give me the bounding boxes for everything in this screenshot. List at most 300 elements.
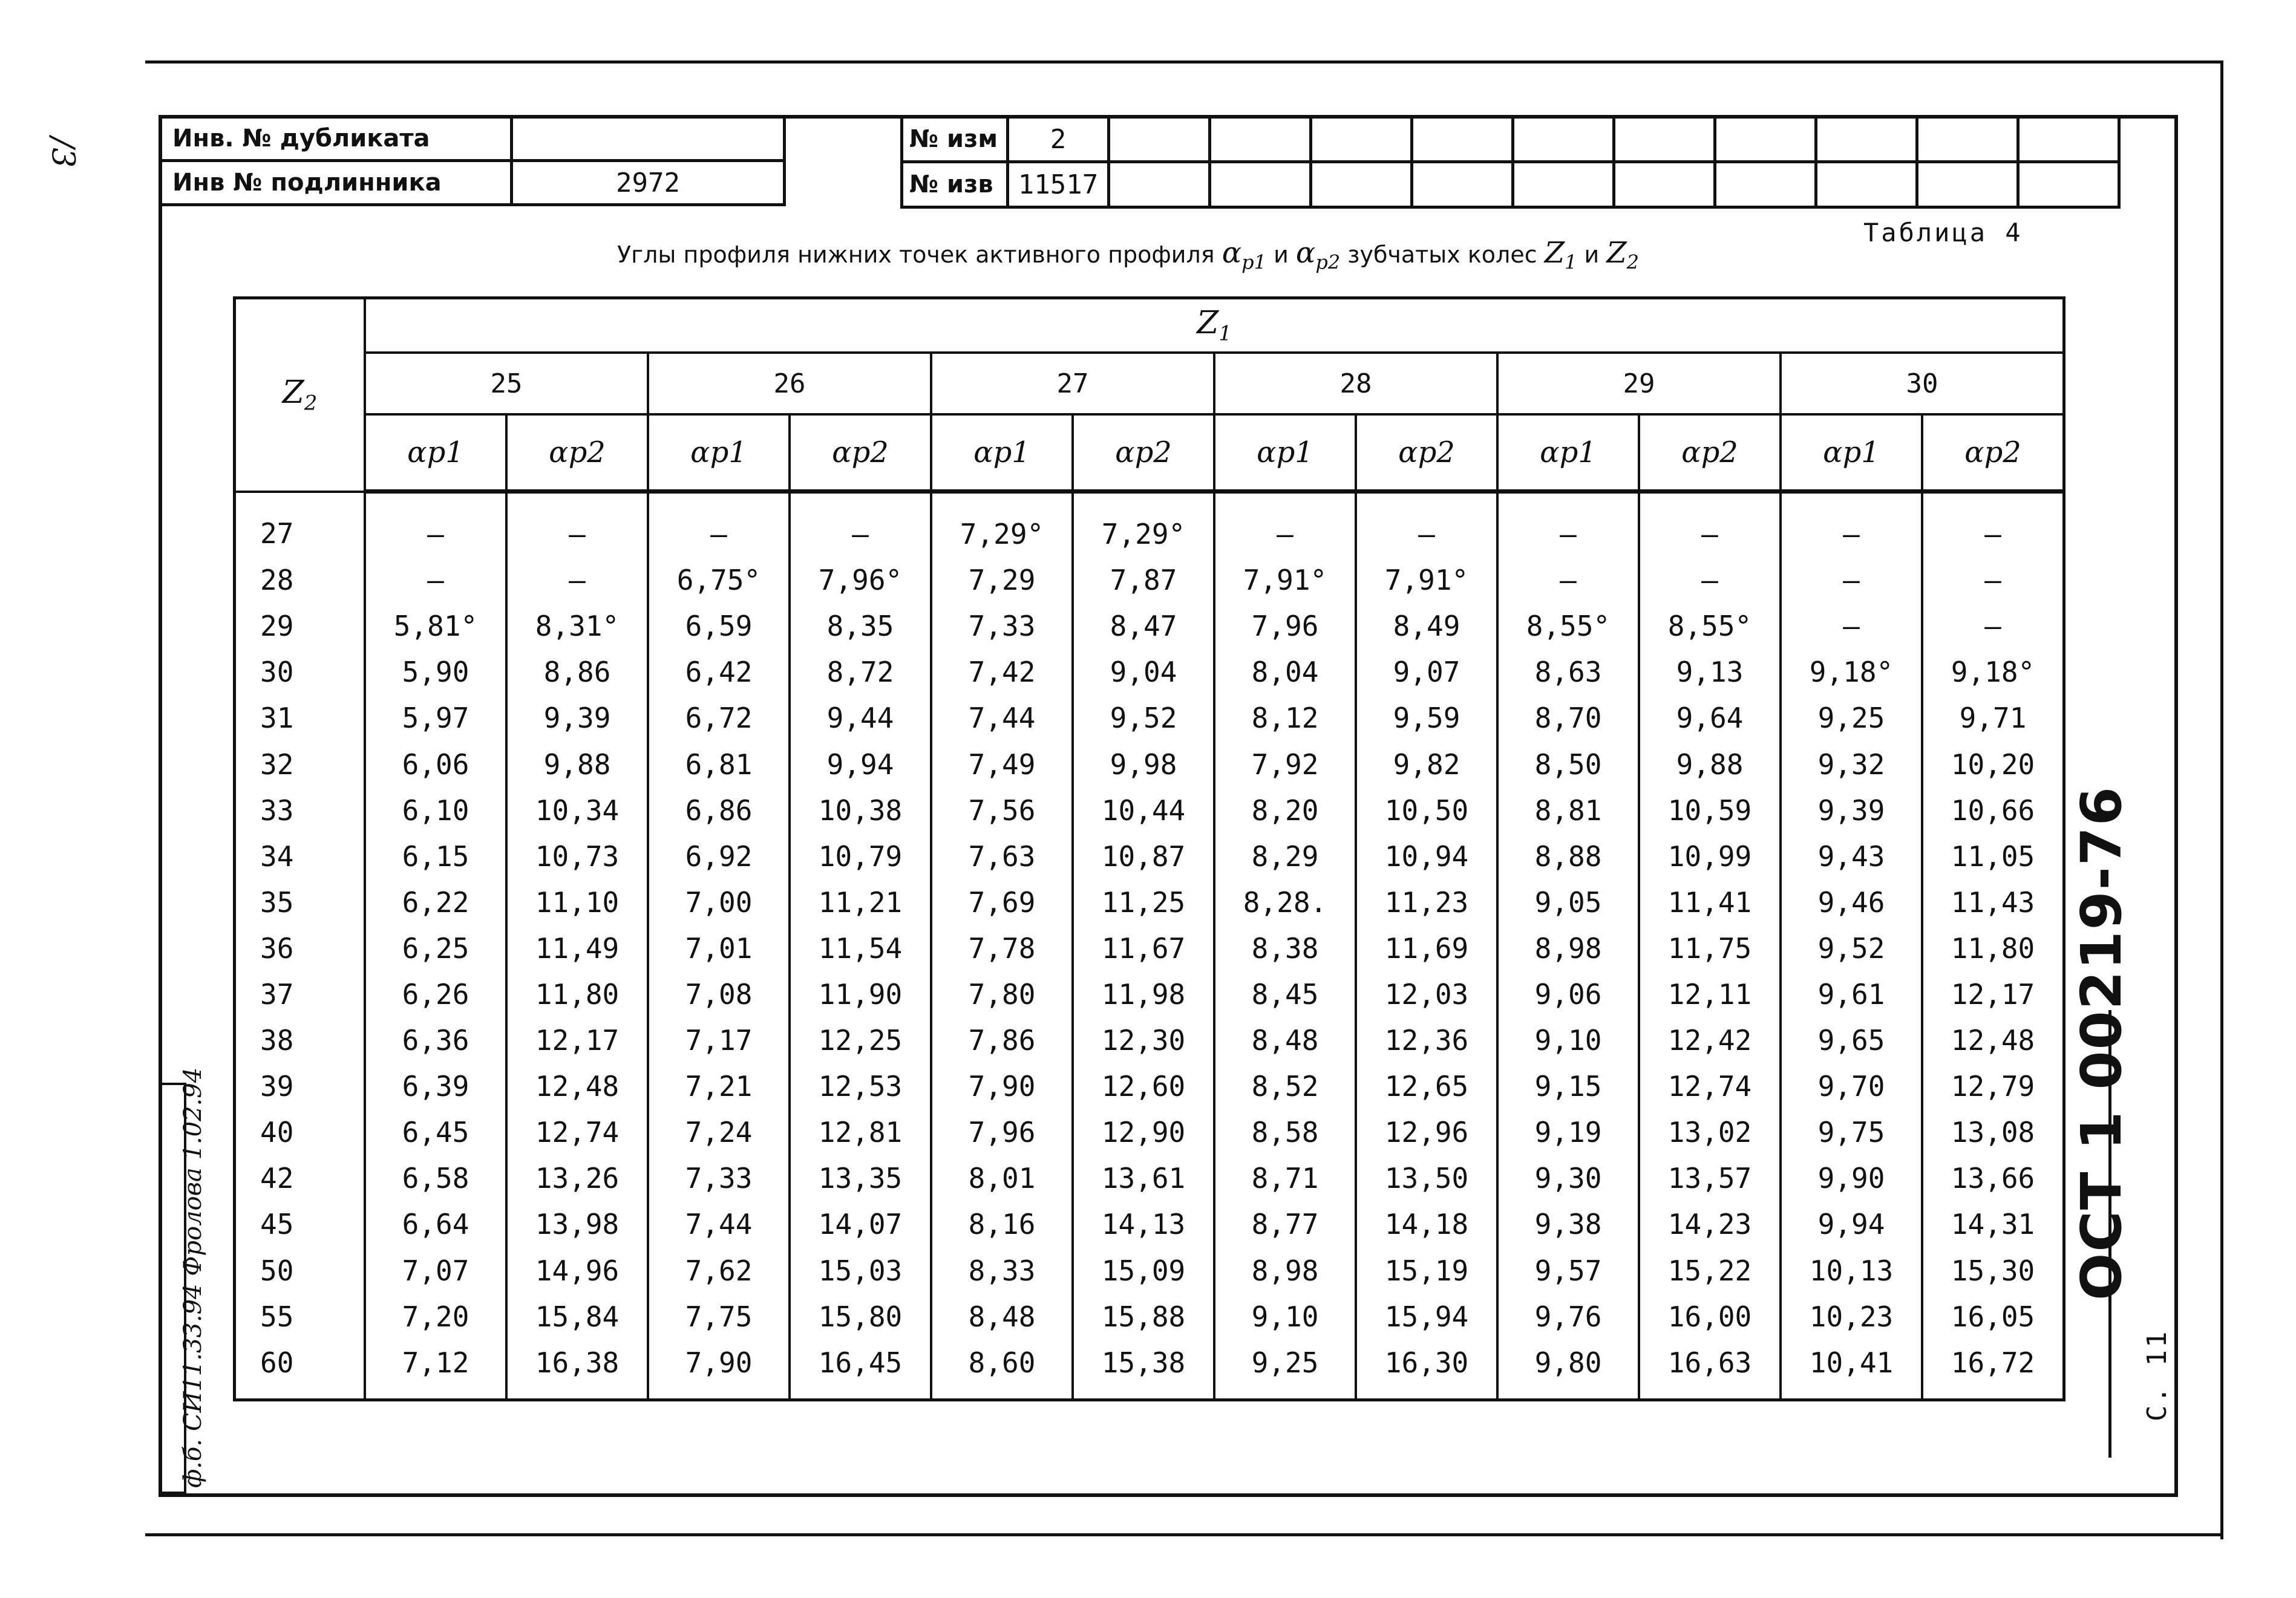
z2-value: 45 [235, 1201, 365, 1247]
angle-cell: 6,22 [365, 879, 506, 925]
angle-cell: 10,99 [1639, 833, 1781, 879]
angle-cell: 10,66 [1922, 788, 2064, 833]
empty-cell [1210, 162, 1311, 207]
angle-cell: 12,48 [1922, 1017, 2064, 1063]
angle-cell: 8,35 [790, 603, 931, 649]
revision-label: № изм [902, 117, 1008, 162]
stamp-value [512, 117, 785, 161]
angle-cell: 8,88 [1497, 833, 1639, 879]
angle-cell: 8,48 [1214, 1017, 1356, 1063]
angle-cell: 11,80 [1922, 925, 2064, 971]
angle-cell: 16,38 [506, 1340, 648, 1400]
outer-border-right [2220, 60, 2223, 1539]
angle-cell: – [506, 492, 648, 558]
angle-cell: 8,38 [1214, 925, 1356, 971]
angle-cell: 7,91° [1214, 557, 1356, 603]
angle-cell: 12,53 [790, 1063, 931, 1109]
angle-cell: 14,96 [506, 1248, 648, 1294]
table-row [235, 1109, 2064, 1155]
table-row [235, 603, 2064, 649]
angle-cell: 5,97 [365, 695, 506, 741]
table-row [235, 1248, 2064, 1294]
angle-cell: 9,70 [1781, 1063, 1922, 1109]
angle-cell: 11,10 [506, 879, 648, 925]
angle-cell: 9,76 [1497, 1294, 1639, 1340]
angle-cell: 7,96° [790, 557, 931, 603]
table-row [235, 492, 2064, 558]
angle-cell: 8,16 [931, 1201, 1073, 1247]
angle-cell: 7,20 [365, 1294, 506, 1340]
outer-border-bottom [145, 1533, 2223, 1536]
angle-cell: 10,44 [1073, 788, 1214, 833]
angle-cell: 11,54 [790, 925, 931, 971]
angle-cell: 9,71 [1922, 695, 2064, 741]
z-symbol: $Z_1$ [1544, 236, 1577, 274]
angle-cell: 7,80 [931, 971, 1073, 1017]
alpha-symbol: $\alpha_{p2}$ [1295, 236, 1341, 274]
angle-cell: 11,21 [790, 879, 931, 925]
angle-cell: 11,67 [1073, 925, 1214, 971]
angle-cell: – [1639, 557, 1781, 603]
z-symbol: $Z_2$ [1606, 236, 1640, 274]
angle-cell: 7,63 [931, 833, 1073, 879]
angle-cell: 8,12 [1214, 695, 1356, 741]
angle-cell: 7,42 [931, 649, 1073, 695]
angle-cell: 12,90 [1073, 1109, 1214, 1155]
z1-value: 30 [1781, 353, 2064, 414]
angle-cell: 10,20 [1922, 741, 2064, 787]
empty-cell [1917, 162, 2018, 207]
angle-cell: 8,72 [790, 649, 931, 695]
table-row [235, 741, 2064, 787]
angle-cell: 10,50 [1356, 788, 1497, 833]
angle-cell: 8,01 [931, 1155, 1073, 1201]
angle-cell: 11,75 [1639, 925, 1781, 971]
z2-value: 29 [235, 603, 365, 649]
angle-cell: – [1922, 603, 2064, 649]
z2-header: $Z_2$ [235, 298, 365, 492]
empty-cell [1917, 117, 2018, 162]
empty-cell [1412, 162, 1513, 207]
angle-cell: 9,13 [1639, 649, 1781, 695]
empty-cell [1311, 117, 1412, 162]
z2-value: 28 [235, 557, 365, 603]
angle-cell: 12,48 [506, 1063, 648, 1109]
standard-code: ОСТ 1 00219-76 [2069, 786, 2134, 1300]
angle-cell: 9,43 [1781, 833, 1922, 879]
angle-cell: 8,58 [1214, 1109, 1356, 1155]
angle-cell: 7,86 [931, 1017, 1073, 1063]
stamp-row [160, 117, 785, 161]
angle-cell: 8,77 [1214, 1201, 1356, 1247]
stamp-row [902, 117, 2119, 162]
angle-cell: 8,86 [506, 649, 648, 695]
angle-cell: 12,30 [1073, 1017, 1214, 1063]
angle-cell: 7,29° [1073, 492, 1214, 558]
angle-cell: – [365, 557, 506, 603]
angle-cell: 8,47 [1073, 603, 1214, 649]
angle-cell: 11,69 [1356, 925, 1497, 971]
angle-cell: 7,44 [931, 695, 1073, 741]
alpha-sub-header: αp2 [1922, 414, 2064, 492]
table-row [235, 557, 2064, 603]
z2-value: 55 [235, 1294, 365, 1340]
angle-cell: 15,38 [1073, 1340, 1214, 1400]
angle-cell: – [1922, 557, 2064, 603]
table-row [235, 695, 2064, 741]
angle-cell: 9,46 [1781, 879, 1922, 925]
angle-cell: 10,94 [1356, 833, 1497, 879]
stamp-value: 2972 [512, 161, 785, 205]
revision-stamp [900, 115, 2121, 209]
angle-cell: 9,44 [790, 695, 931, 741]
angle-cell: 9,75 [1781, 1109, 1922, 1155]
z1-values-row [235, 353, 2064, 414]
alpha-sub-header: αp2 [1356, 414, 1497, 492]
title-and: и [1274, 241, 1289, 268]
angle-cell: 11,41 [1639, 879, 1781, 925]
empty-cell [1109, 117, 1210, 162]
empty-cell [1614, 162, 1715, 207]
angle-cell: 7,75 [648, 1294, 790, 1340]
angle-cell: 11,98 [1073, 971, 1214, 1017]
angle-cell: 8,31° [506, 603, 648, 649]
angle-cell: 15,19 [1356, 1248, 1497, 1294]
angle-cell: 8,48 [931, 1294, 1073, 1340]
angle-cell: 9,80 [1497, 1340, 1639, 1400]
angle-cell: 11,25 [1073, 879, 1214, 925]
angle-cell: 11,90 [790, 971, 931, 1017]
table-row [235, 833, 2064, 879]
angle-cell: 9,07 [1356, 649, 1497, 695]
alpha-sub-header: αp2 [790, 414, 931, 492]
angle-cell: 5,81° [365, 603, 506, 649]
angle-cell: 9,52 [1781, 925, 1922, 971]
angle-cell: 12,42 [1639, 1017, 1781, 1063]
angle-cell: 6,39 [365, 1063, 506, 1109]
empty-cell [1412, 117, 1513, 162]
angle-cell: 9,98 [1073, 741, 1214, 787]
angle-cell: – [1781, 603, 1922, 649]
angle-cell: 16,30 [1356, 1340, 1497, 1400]
empty-cell [1715, 117, 1816, 162]
angle-cell: 6,72 [648, 695, 790, 741]
table-row [235, 788, 2064, 833]
angle-cell: 13,57 [1639, 1155, 1781, 1201]
angle-cell: 12,60 [1073, 1063, 1214, 1109]
angle-cell: 9,18° [1922, 649, 2064, 695]
angle-cell: 16,05 [1922, 1294, 2064, 1340]
angle-cell: 6,86 [648, 788, 790, 833]
empty-cell [1614, 117, 1715, 162]
angle-cell: 9,25 [1214, 1340, 1356, 1400]
angle-cell: 8,98 [1214, 1248, 1356, 1294]
angle-cell: 10,73 [506, 833, 648, 879]
alpha-sub-header: αp1 [931, 414, 1073, 492]
alpha-sub-header: αp2 [1073, 414, 1214, 492]
angle-cell: 8,98 [1497, 925, 1639, 971]
angle-cell: 7,96 [1214, 603, 1356, 649]
stamp-row [902, 162, 2119, 207]
z1-value: 25 [365, 353, 648, 414]
angle-cell: 7,01 [648, 925, 790, 971]
angle-cell: 6,06 [365, 741, 506, 787]
angle-cell: 9,30 [1497, 1155, 1639, 1201]
revision-label: № изв [902, 162, 1008, 207]
angle-cell: 7,90 [931, 1063, 1073, 1109]
angle-cell: 7,07 [365, 1248, 506, 1294]
table-row [235, 1063, 2064, 1109]
table-row [235, 1017, 2064, 1063]
angle-cell: 9,90 [1781, 1155, 1922, 1201]
angle-cell: 12,96 [1356, 1109, 1497, 1155]
angle-cell: 6,10 [365, 788, 506, 833]
stamp-row [160, 161, 785, 205]
revision-value: 11517 [1008, 162, 1109, 207]
angle-cell: 14,13 [1073, 1201, 1214, 1247]
angle-cell: 9,15 [1497, 1063, 1639, 1109]
table-row [235, 1340, 2064, 1400]
angle-cell: 8,81 [1497, 788, 1639, 833]
angle-cell: 12,25 [790, 1017, 931, 1063]
empty-cell [1210, 117, 1311, 162]
angle-cell: 8,49 [1356, 603, 1497, 649]
z2-value: 32 [235, 741, 365, 787]
angle-cell: 7,24 [648, 1109, 790, 1155]
angle-cell: 9,82 [1356, 741, 1497, 787]
z2-value: 37 [235, 971, 365, 1017]
z1-header: $Z_1$ [365, 298, 2064, 353]
title-rest: зубчатых колес [1347, 241, 1537, 268]
z2-value: 36 [235, 925, 365, 971]
angle-cell: 13,35 [790, 1155, 931, 1201]
angle-cell: 6,81 [648, 741, 790, 787]
z2-value: 34 [235, 833, 365, 879]
page-number: С. 11 [2142, 1329, 2173, 1421]
angle-cell: 15,09 [1073, 1248, 1214, 1294]
angle-cell: 16,45 [790, 1340, 931, 1400]
angle-cell: 14,31 [1922, 1201, 2064, 1247]
angle-cell: 9,94 [1781, 1201, 1922, 1247]
angle-cell: 12,11 [1639, 971, 1781, 1017]
z1-value: 28 [1214, 353, 1497, 414]
angle-cell: 9,04 [1073, 649, 1214, 695]
angle-cell: 6,64 [365, 1201, 506, 1247]
angle-cell: 10,34 [506, 788, 648, 833]
angle-cell: 15,94 [1356, 1294, 1497, 1340]
angle-cell: 6,58 [365, 1155, 506, 1201]
angle-cell: 10,59 [1639, 788, 1781, 833]
z2-value: 39 [235, 1063, 365, 1109]
angle-cell: – [790, 492, 931, 558]
angle-cell: 8,71 [1214, 1155, 1356, 1201]
angle-cell: 6,75° [648, 557, 790, 603]
angle-cell: – [1214, 492, 1356, 558]
table-row [235, 1201, 2064, 1247]
angle-cell: 6,45 [365, 1109, 506, 1155]
z2-value: 35 [235, 879, 365, 925]
z2-value: 42 [235, 1155, 365, 1201]
angle-cell: 13,50 [1356, 1155, 1497, 1201]
angle-cell: – [1356, 492, 1497, 558]
angle-cell: 12,03 [1356, 971, 1497, 1017]
angle-cell: – [1497, 557, 1639, 603]
angle-cell: 8,55° [1497, 603, 1639, 649]
angle-cell: 7,29 [931, 557, 1073, 603]
angle-cell: 12,36 [1356, 1017, 1497, 1063]
angle-cell: 9,32 [1781, 741, 1922, 787]
angle-cell: 16,63 [1639, 1340, 1781, 1400]
z2-value: 31 [235, 695, 365, 741]
z2-value: 33 [235, 788, 365, 833]
table-title [617, 236, 1639, 274]
angle-cell: 10,87 [1073, 833, 1214, 879]
z2-value: 40 [235, 1109, 365, 1155]
angle-cell: 10,38 [790, 788, 931, 833]
angle-cell: 7,49 [931, 741, 1073, 787]
angle-cell: 7,62 [648, 1248, 790, 1294]
angle-cell: 9,39 [506, 695, 648, 741]
angle-cell: 9,94 [790, 741, 931, 787]
angle-cell: 7,91° [1356, 557, 1497, 603]
alpha-sub-header: αp1 [648, 414, 790, 492]
empty-cell [1311, 162, 1412, 207]
angle-cell: 15,22 [1639, 1248, 1781, 1294]
angle-cell: 15,84 [506, 1294, 648, 1340]
angle-cell: 9,39 [1781, 788, 1922, 833]
registration-note: ф.б. СИ11.33.94 Фролова 1.02.94 [179, 1067, 207, 1488]
angle-cell: 16,72 [1922, 1340, 2064, 1400]
angle-cell: 9,59 [1356, 695, 1497, 741]
angle-cell: 13,08 [1922, 1109, 2064, 1155]
angle-cell: 9,38 [1497, 1201, 1639, 1247]
z1-value: 27 [931, 353, 1214, 414]
angle-cell: 12,81 [790, 1109, 931, 1155]
angle-cell: 7,08 [648, 971, 790, 1017]
z1-value: 26 [648, 353, 931, 414]
table-caption: Таблица 4 [1863, 218, 2023, 247]
alpha-symbol: $\alpha_{p1}$ [1222, 236, 1267, 274]
alpha-sub-header: αp1 [1497, 414, 1639, 492]
angle-cell: – [648, 492, 790, 558]
angle-cell: 14,23 [1639, 1201, 1781, 1247]
table-row [235, 971, 2064, 1017]
angle-cell: 7,00 [648, 879, 790, 925]
angle-cell: 13,02 [1639, 1109, 1781, 1155]
alpha-sub-header: αp2 [506, 414, 648, 492]
angle-cell: 6,26 [365, 971, 506, 1017]
angle-cell: 9,06 [1497, 971, 1639, 1017]
angle-cell: 7,29° [931, 492, 1073, 558]
angle-cell: 10,13 [1781, 1248, 1922, 1294]
angle-cell: 7,17 [648, 1017, 790, 1063]
table-row [235, 925, 2064, 971]
empty-cell [1513, 117, 1614, 162]
angle-cell: 14,18 [1356, 1201, 1497, 1247]
angle-cell: 9,88 [1639, 741, 1781, 787]
angle-cell: 9,52 [1073, 695, 1214, 741]
z2-value: 38 [235, 1017, 365, 1063]
angle-cell: 9,65 [1781, 1017, 1922, 1063]
title-and: и [1584, 241, 1600, 268]
sub-header-row [235, 414, 2064, 492]
angle-cell: 9,19 [1497, 1109, 1639, 1155]
header-row [235, 298, 2064, 353]
angle-cell: 12,17 [506, 1017, 648, 1063]
angle-cell: 12,74 [506, 1109, 648, 1155]
corner-mark: /3 [44, 137, 81, 168]
empty-cell [1816, 117, 1917, 162]
angle-cell: 9,05 [1497, 879, 1639, 925]
angle-cell: 6,59 [648, 603, 790, 649]
angle-cell: 6,42 [648, 649, 790, 695]
angle-cell: 12,65 [1356, 1063, 1497, 1109]
table-row [235, 1294, 2064, 1340]
angle-cell: 7,87 [1073, 557, 1214, 603]
angle-cell: 16,00 [1639, 1294, 1781, 1340]
angle-cell: 11,49 [506, 925, 648, 971]
angle-cell: 9,25 [1781, 695, 1922, 741]
outer-border-top [145, 60, 2223, 64]
angle-cell: 9,10 [1497, 1017, 1639, 1063]
angle-cell: 8,20 [1214, 788, 1356, 833]
angle-cell: 15,80 [790, 1294, 931, 1340]
angle-cell: 7,33 [648, 1155, 790, 1201]
angle-cell: 9,88 [506, 741, 648, 787]
table-row [235, 1155, 2064, 1201]
angle-cell: 8,28. [1214, 879, 1356, 925]
empty-cell [1513, 162, 1614, 207]
angle-cell: 7,92 [1214, 741, 1356, 787]
alpha-sub-header: αp1 [1781, 414, 1922, 492]
table-body [235, 492, 2064, 1400]
angle-cell: 7,56 [931, 788, 1073, 833]
angle-cell: 10,79 [790, 833, 931, 879]
z2-value: 30 [235, 649, 365, 695]
title-prefix: Углы профиля нижних точек активного профиля [617, 241, 1215, 268]
angle-cell: 8,29 [1214, 833, 1356, 879]
z2-value: 50 [235, 1248, 365, 1294]
angle-cell: 12,79 [1922, 1063, 2064, 1109]
angle-cell: 7,44 [648, 1201, 790, 1247]
angle-cell: 8,52 [1214, 1063, 1356, 1109]
angle-cell: 6,15 [365, 833, 506, 879]
angle-cell: 10,23 [1781, 1294, 1922, 1340]
angle-cell: – [1497, 492, 1639, 558]
alpha-sub-header: αp1 [1214, 414, 1356, 492]
angle-cell: – [1922, 492, 2064, 558]
profile-angle-table [233, 296, 2065, 1401]
angle-cell: 8,04 [1214, 649, 1356, 695]
angle-cell: 8,70 [1497, 695, 1639, 741]
angle-cell: 8,60 [931, 1340, 1073, 1400]
angle-cell: – [506, 557, 648, 603]
angle-cell: 9,57 [1497, 1248, 1639, 1294]
angle-cell: 14,07 [790, 1201, 931, 1247]
angle-cell: 13,98 [506, 1201, 648, 1247]
empty-cell [2018, 162, 2119, 207]
angle-cell: 13,26 [506, 1155, 648, 1201]
angle-cell: – [1781, 492, 1922, 558]
angle-cell: 6,36 [365, 1017, 506, 1063]
angle-cell: 9,10 [1214, 1294, 1356, 1340]
angle-cell: 9,18° [1781, 649, 1922, 695]
angle-cell: 12,17 [1922, 971, 2064, 1017]
table-row [235, 649, 2064, 695]
angle-cell: 15,03 [790, 1248, 931, 1294]
angle-cell: – [1781, 557, 1922, 603]
angle-cell: 8,55° [1639, 603, 1781, 649]
